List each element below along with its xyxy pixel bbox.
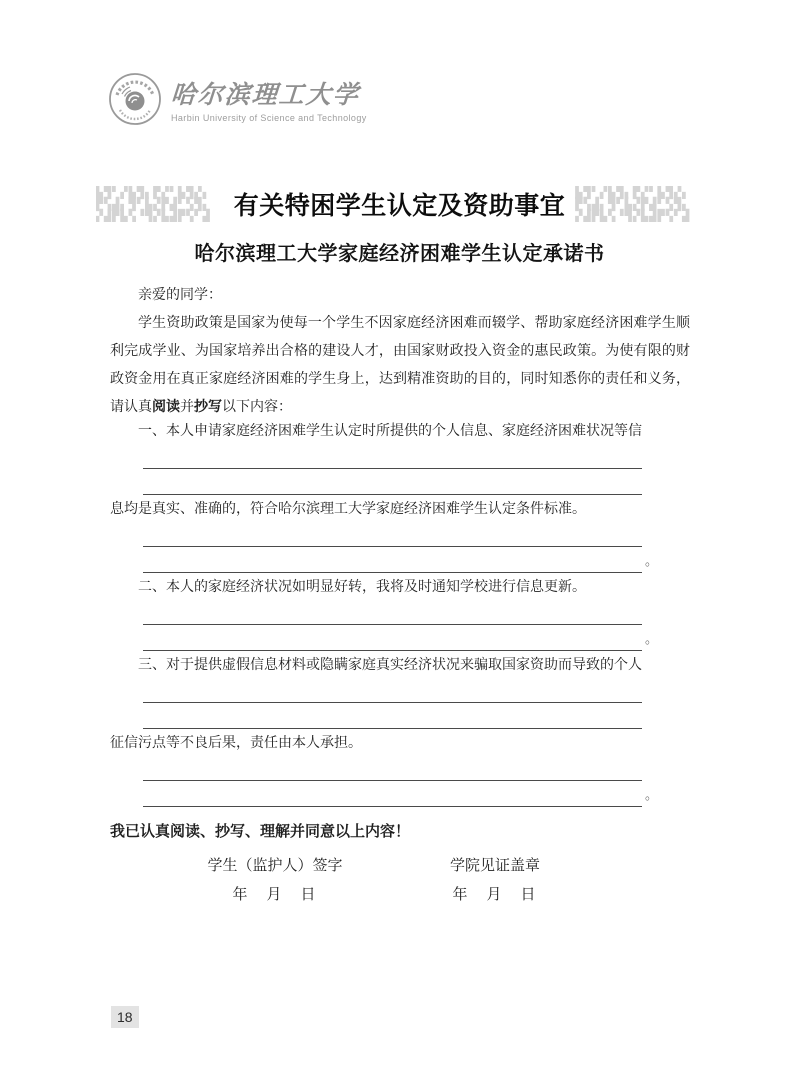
student-signature-label: 学生（监护人）签字 (207, 858, 343, 874)
page-number: 18 (111, 1006, 139, 1028)
university-name-zh: 哈尔滨理工大学 (169, 82, 361, 109)
college-seal-date: 年 月 日 (452, 887, 538, 903)
intro-tail: 以下内容： (222, 400, 292, 415)
intro-paragraph (110, 310, 690, 422)
item1-period: 。 (645, 553, 659, 568)
item1-line1: 一、本人申请家庭经济困难学生认定时所提供的个人信息、家庭经济困难状况等信 (138, 424, 642, 439)
form-title: 哈尔滨理工大学家庭经济困难学生认定承诺书 (194, 243, 605, 265)
university-seal-icon (108, 72, 162, 126)
writing-line (143, 780, 642, 781)
writing-line (143, 702, 642, 703)
decorative-pattern-left-icon: ▙▜▘▞▙▜▖▛▞▘▙▜▞▖ ▛▚▟▖▜▘▙▞▛▟▘▚▜▖ ▞▟▛▙▚▝▜▞▙▟▛▚▘▟ (95, 186, 211, 222)
writing-line (143, 494, 642, 495)
writing-line (143, 624, 642, 625)
writing-line (143, 546, 642, 547)
item3-period: 。 (645, 787, 659, 802)
student-signature-date: 年 月 日 (232, 887, 318, 903)
writing-line (143, 468, 642, 469)
university-logo (108, 72, 367, 126)
writing-line (143, 806, 642, 807)
college-seal-label: 学院见证盖章 (449, 858, 540, 874)
writing-line (143, 650, 642, 651)
writing-line (143, 728, 642, 729)
writing-line (143, 572, 642, 573)
item1-line2: 息均是真实、准确的，符合哈尔滨理工大学家庭经济困难学生认定条件标准。 (110, 502, 586, 517)
logo-text (171, 75, 367, 123)
student-signature-block (200, 854, 350, 904)
item2-line1: 二、本人的家庭经济状况如明显好转，我将及时通知学校进行信息更新。 (138, 580, 586, 595)
intro-bold-read: 阅读 (152, 400, 180, 415)
salutation: 亲爱的同学： (138, 288, 222, 303)
intro-text: 学生资助政策是国家为使每一个学生不因家庭经济困难而辍学、帮助家庭经济困难学生顺利完成学业、为国家培养出合格的建设人才，由国家财政投入资金的惠民政策。为使有限的财政资金用在真正家庭经济困难的学生身上，达到精准资助的目的，同时知悉你的责任和义务，请认真 (110, 316, 690, 415)
item2-period: 。 (645, 631, 659, 646)
form-body (110, 282, 690, 846)
intro-conjunction: 并 (180, 400, 194, 415)
university-name-en: Harbin University of Science and Technology (171, 113, 367, 123)
confirmation-statement: 我已认真阅读、抄写、理解并同意以上内容！ (110, 824, 411, 840)
college-seal-block (425, 854, 565, 904)
item3-line1: 三、对于提供虚假信息材料或隐瞒家庭真实经济状况来骗取国家资助而导致的个人 (138, 658, 642, 673)
section-banner (0, 186, 799, 222)
decorative-pattern-right-icon: ▙▜▘▞▙▜▖▛▞▘▙▜▞▖ ▛▚▟▖▜▘▙▞▛▟▘▚▜▖ ▞▟▛▙▚▝▜▞▙▟▛▚▘▟ (575, 186, 691, 222)
intro-bold-copy: 抄写 (194, 400, 222, 415)
section-title: 有关特困学生认定及资助事宜 (233, 192, 566, 220)
item3-line2: 征信污点等不良后果，责任由本人承担。 (110, 736, 362, 751)
